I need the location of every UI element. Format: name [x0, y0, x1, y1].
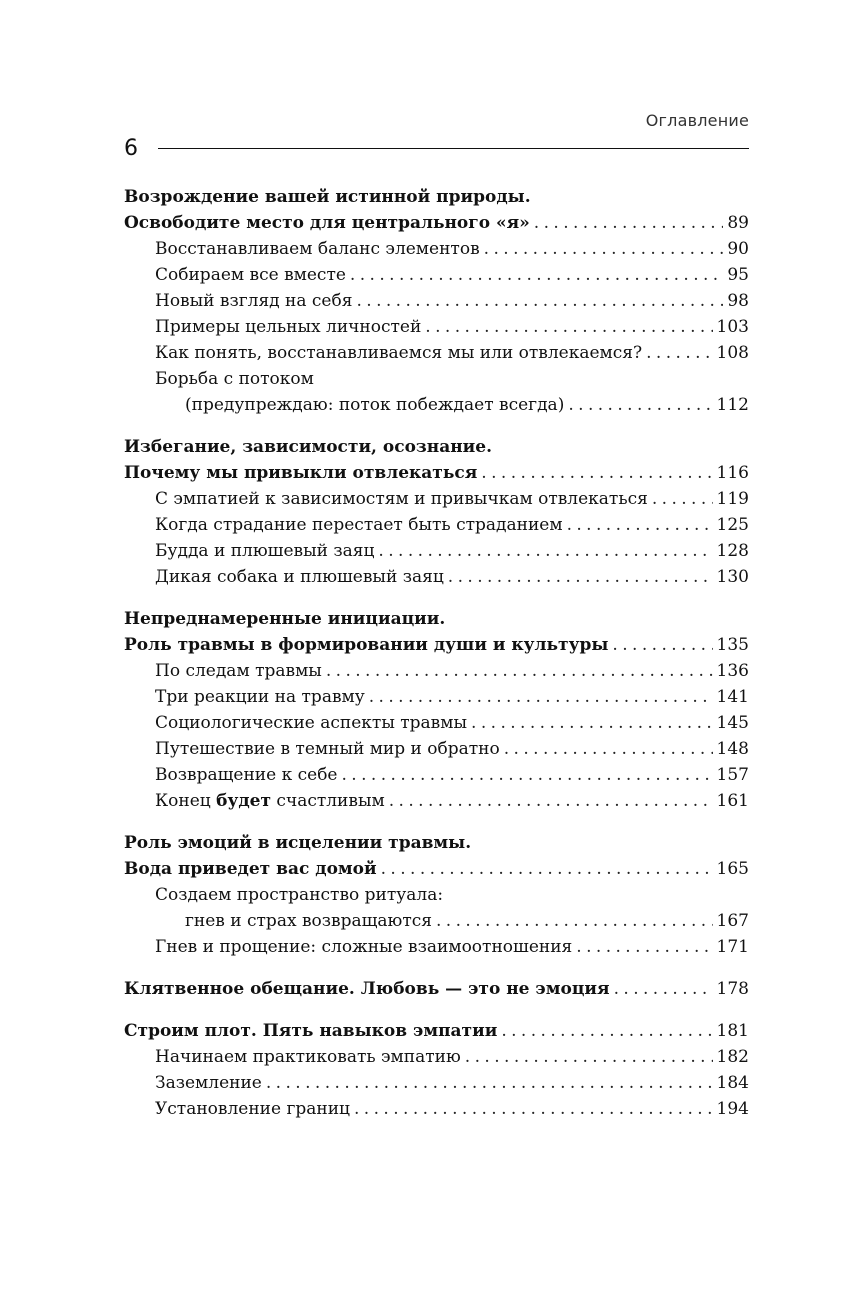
- toc-entry-title: гнев и страх возвращаются: [185, 911, 432, 931]
- toc-section-title: Возрождение вашей истинной природы.: [124, 187, 531, 207]
- leader-dots: [567, 512, 713, 538]
- toc-entry[interactable]: [124, 762, 749, 788]
- toc-entry-page: 145: [716, 713, 749, 733]
- toc-entry-title: По следам травмы: [155, 661, 322, 681]
- toc-entry-title: Новый взгляд на себя: [155, 291, 353, 311]
- toc-entry-title: Заземление: [155, 1073, 262, 1093]
- leader-dots: [378, 538, 712, 564]
- toc-entry-title: Создаем пространство ритуала:: [155, 885, 444, 905]
- toc-entry-page: 130: [716, 567, 749, 587]
- leader-dots: [436, 908, 713, 934]
- toc-section-entry[interactable]: [124, 460, 749, 486]
- toc-entry-first-line[interactable]: [124, 882, 749, 908]
- toc-section-entry[interactable]: [124, 632, 749, 658]
- toc-entry-page: 125: [716, 515, 749, 535]
- toc-entry-page: 167: [716, 911, 749, 931]
- toc-entry-title: Строим плот. Пять навыков эмпатии: [124, 1021, 498, 1041]
- toc-section-title: Непреднамеренные инициации.: [124, 609, 446, 629]
- leader-dots: [389, 788, 713, 814]
- toc-entry-title: Установление границ: [155, 1099, 350, 1119]
- leader-dots: [354, 1096, 713, 1122]
- toc-entry-page: 161: [716, 791, 749, 811]
- toc-entry-title: С эмпатией к зависимостям и привычкам отвлекаться: [155, 489, 648, 509]
- leader-dots: [501, 1018, 712, 1044]
- toc-entry[interactable]: [124, 1044, 749, 1070]
- toc-entry[interactable]: [124, 314, 749, 340]
- leader-dots: [534, 210, 724, 236]
- leader-dots: [341, 762, 712, 788]
- toc-entry-page: 89: [727, 213, 749, 233]
- leader-dots: [481, 460, 712, 486]
- toc-section-entry[interactable]: [124, 856, 749, 882]
- toc-entry-page: 103: [716, 317, 749, 337]
- toc-entry-title: Вода приведет вас домой: [124, 859, 377, 879]
- toc-entry-page: 184: [716, 1073, 749, 1093]
- toc-section-entry[interactable]: [124, 976, 749, 1002]
- leader-dots: [652, 486, 713, 512]
- leader-dots: [646, 340, 712, 366]
- emphasis-word: будет: [216, 791, 272, 811]
- toc-entry-page: 95: [727, 265, 749, 285]
- leader-dots: [504, 736, 713, 762]
- toc-entry-title: (предупреждаю: поток побеждает всегда): [185, 395, 565, 415]
- table-of-contents: [124, 184, 749, 1122]
- toc-entry[interactable]: [124, 908, 749, 934]
- running-header-title: Оглавление: [645, 111, 749, 130]
- toc-section-title: Роль эмоций в исцелении травмы.: [124, 833, 472, 853]
- header-rule: [158, 148, 749, 149]
- toc-entry-title: Будда и плюшевый заяц: [155, 541, 375, 561]
- leader-dots: [471, 710, 713, 736]
- toc-entry-page: 178: [716, 979, 749, 999]
- toc-section-title: Избегание, зависимости, осознание.: [124, 437, 493, 457]
- toc-entry-page: 119: [716, 489, 749, 509]
- toc-entry[interactable]: [124, 236, 749, 262]
- toc-entry-first-line[interactable]: [124, 366, 749, 392]
- leader-dots: [448, 564, 713, 590]
- toc-entry[interactable]: [124, 684, 749, 710]
- toc-entry[interactable]: [124, 710, 749, 736]
- leader-dots: [350, 262, 723, 288]
- toc-entry-title: Клятвенное обещание. Любовь — это не эмоция: [124, 979, 610, 999]
- toc-entry-title: Дикая собака и плюшевый заяц: [155, 567, 444, 587]
- toc-entry-page: 90: [727, 239, 749, 259]
- toc-entry-title: Возвращение к себе: [155, 765, 338, 785]
- toc-entry-page: 157: [716, 765, 749, 785]
- toc-entry[interactable]: [124, 564, 749, 590]
- toc-entry-title: Социологические аспекты травмы: [155, 713, 468, 733]
- toc-entry-page: 171: [716, 937, 749, 957]
- toc-entry[interactable]: [124, 262, 749, 288]
- toc-entry-page: 116: [716, 463, 749, 483]
- toc-entry[interactable]: [124, 658, 749, 684]
- leader-dots: [266, 1070, 713, 1096]
- toc-entry[interactable]: [124, 1096, 749, 1122]
- toc-section-entry[interactable]: [124, 1018, 749, 1044]
- toc-entry-page: 182: [716, 1047, 749, 1067]
- toc-entry[interactable]: [124, 736, 749, 762]
- toc-entry[interactable]: [124, 538, 749, 564]
- toc-entry-title: Путешествие в темный мир и обратно: [155, 739, 500, 759]
- leader-dots: [614, 976, 713, 1002]
- toc-entry-title: Борьба с потоком: [155, 369, 314, 389]
- toc-entry[interactable]: [124, 788, 749, 814]
- toc-entry[interactable]: [124, 486, 749, 512]
- leader-dots: [381, 856, 713, 882]
- toc-entry-page: 136: [716, 661, 749, 681]
- toc-entry[interactable]: [124, 1070, 749, 1096]
- toc-entry[interactable]: [124, 934, 749, 960]
- toc-entry-page: 148: [716, 739, 749, 759]
- toc-entry-title: Почему мы привыкли отвлекаться: [124, 463, 478, 483]
- leader-dots: [484, 236, 724, 262]
- toc-entry-title: Конец будет счастливым: [155, 791, 385, 811]
- leader-dots: [612, 632, 712, 658]
- toc-entry-page: 165: [716, 859, 749, 879]
- toc-entry-page: 108: [716, 343, 749, 363]
- toc-entry-title: Как понять, восстанавливаемся мы или отвлекаемся?: [155, 343, 643, 363]
- toc-section-entry[interactable]: [124, 210, 749, 236]
- toc-entry[interactable]: [124, 392, 749, 418]
- toc-entry[interactable]: [124, 288, 749, 314]
- leader-dots: [356, 288, 723, 314]
- page-number: 6: [124, 136, 138, 161]
- toc-entry-page: 135: [716, 635, 749, 655]
- toc-entry-title: Начинаем практиковать эмпатию: [155, 1047, 461, 1067]
- leader-dots: [369, 684, 713, 710]
- toc-entry-title: Роль травмы в формировании души и культуры: [124, 635, 609, 655]
- toc-entry-title: Собираем все вместе: [155, 265, 346, 285]
- toc-entry-title: Освободите место для центрального «я»: [124, 213, 530, 233]
- toc-entry[interactable]: [124, 340, 749, 366]
- leader-dots: [326, 658, 713, 684]
- toc-entry-title: Гнев и прощение: сложные взаимоотношения: [155, 937, 573, 957]
- toc-entry-page: 181: [716, 1021, 749, 1041]
- toc-entry-page: 128: [716, 541, 749, 561]
- leader-dots: [576, 934, 712, 960]
- toc-entry-title: Когда страдание перестает быть страданием: [155, 515, 563, 535]
- toc-entry-page: 194: [716, 1099, 749, 1119]
- toc-entry-title: Три реакции на травму: [155, 687, 365, 707]
- toc-entry-page: 98: [727, 291, 749, 311]
- toc-entry-title: Восстанавливаем баланс элементов: [155, 239, 480, 259]
- leader-dots: [568, 392, 712, 418]
- toc-entry-title: Примеры цельных личностей: [155, 317, 422, 337]
- toc-entry[interactable]: [124, 512, 749, 538]
- toc-entry-page: 112: [716, 395, 749, 415]
- toc-entry-page: 141: [716, 687, 749, 707]
- leader-dots: [425, 314, 712, 340]
- leader-dots: [465, 1044, 713, 1070]
